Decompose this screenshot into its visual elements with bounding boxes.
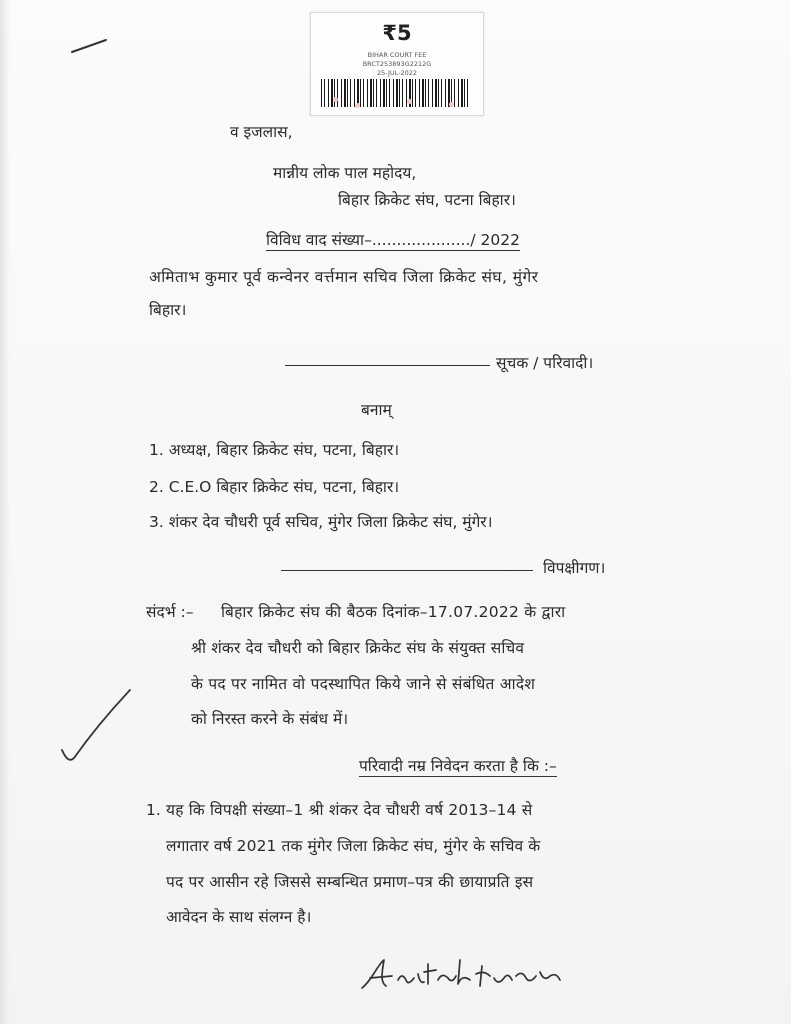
reference-line-2: श्री शंकर देव चौधरी को बिहार क्रिकेट संघ के संयुक्त सचिव xyxy=(191,639,525,657)
barcode-bar xyxy=(328,79,329,107)
barcode-bar xyxy=(386,79,387,107)
barcode-bar xyxy=(458,79,459,107)
reference-label: संदर्भ :– xyxy=(146,603,194,621)
versus-label: बनाम् xyxy=(361,401,392,419)
barcode-bar xyxy=(454,79,455,107)
barcode-bar xyxy=(321,79,322,107)
stamp-dot xyxy=(407,99,412,104)
barcode-bar xyxy=(445,79,446,107)
stamp-label: BIHAR COURT FEE xyxy=(367,51,427,59)
barcode-bar xyxy=(393,79,394,107)
case-number xyxy=(266,230,520,250)
barcode-bar xyxy=(347,79,348,107)
prayer-heading-text: परिवादी नम्र निवेदन करता है कि :– xyxy=(359,757,557,775)
barcode-bar xyxy=(337,79,338,107)
case-dots: .................... xyxy=(371,231,471,249)
complainant-role: सूचक / परिवादी। xyxy=(496,354,594,372)
salutation: व इजलास, xyxy=(230,123,293,141)
barcode-bar xyxy=(396,79,398,107)
addressee-org: बिहार क्रिकेट संघ, पटना बिहार। xyxy=(338,191,516,209)
barcode-bar xyxy=(432,79,433,107)
complainant-rule xyxy=(285,365,490,366)
barcode-bar xyxy=(324,79,325,107)
paragraph-line-2: लगातार वर्ष 2021 तक मुंगेर जिला क्रिकेट संघ, मुंगेर के सचिव के xyxy=(166,837,541,855)
reference-line-3: के पद पर नामित वो पदस्थापित किये जाने से संबंधित आदेश xyxy=(191,675,536,693)
stamp-code: BRCT253893G2212G xyxy=(362,60,432,68)
barcode-bar xyxy=(399,79,400,107)
case-year: / 2022 xyxy=(470,231,520,249)
stamp-date: 25-JUL-2022 xyxy=(376,69,418,77)
respondents-rule xyxy=(281,570,533,571)
respondent-item: 1. अध्यक्ष, बिहार क्रिकेट संघ, पटना, बिहार। xyxy=(149,441,400,459)
barcode-bar xyxy=(428,79,429,107)
stamp-dot xyxy=(333,97,338,102)
stamp-dot xyxy=(355,103,360,108)
barcode-bar xyxy=(370,79,372,107)
paragraph-line-3: पद पर आसीन रहे जिससे सम्बन्धित प्रमाण–पत्र की छायाप्रति इस xyxy=(166,873,534,891)
barcode-bar xyxy=(419,79,420,107)
paragraph-number: 1. xyxy=(146,801,161,819)
barcode-bar xyxy=(461,79,463,107)
barcode-bar xyxy=(344,79,346,107)
barcode-bar xyxy=(383,79,385,107)
barcode-bar xyxy=(341,79,342,107)
respondents-role: विपक्षीगण। xyxy=(543,559,606,577)
reference-line-1: बिहार क्रिकेट संघ की बैठक दिनांक–17.07.2022 के द्वारा xyxy=(221,603,566,621)
complainant-line-2: बिहार। xyxy=(149,301,187,319)
case-title: विविध वाद संख्या– xyxy=(266,231,372,249)
barcode-bar xyxy=(367,79,368,107)
respondent-item: 2. C.E.O बिहार क्रिकेट संघ, पटना, बिहार। xyxy=(149,478,400,496)
barcode-bar xyxy=(441,79,442,107)
prayer-heading xyxy=(359,756,557,776)
barcode-bar xyxy=(389,79,390,107)
pen-tick-mark xyxy=(58,684,134,774)
barcode-bar xyxy=(422,79,424,107)
barcode-bar xyxy=(425,79,426,107)
barcode-bar xyxy=(363,79,364,107)
barcode-bar xyxy=(350,79,351,107)
stamp-amount: ₹5 xyxy=(382,21,412,45)
scan-edge xyxy=(0,0,10,1024)
barcode-bar xyxy=(331,79,333,107)
barcode-bar xyxy=(438,79,439,107)
barcode-bar xyxy=(360,79,361,107)
barcode-bar xyxy=(376,79,377,107)
barcode-bar xyxy=(415,79,416,107)
barcode-bar xyxy=(435,79,437,107)
barcode-bar xyxy=(412,79,413,107)
paragraph-line-4: आवेदन के साथ संलग्न है। xyxy=(166,908,312,926)
addressee: मान्नीय लोक पाल महोदय, xyxy=(273,164,417,182)
barcode-bar xyxy=(373,79,374,107)
barcode-bar xyxy=(402,79,403,107)
complainant-line-1: अमिताभ कुमार पूर्व कन्वेनर वर्त्तमान सचिव जिला क्रिकेट संघ, मुंगेर xyxy=(149,268,539,286)
barcode-bar xyxy=(380,79,381,107)
reference-line-4: को निरस्त करने के संबंध में। xyxy=(191,710,349,728)
paragraph-line-1: यह कि विपक्षी संख्या–1 श्री शंकर देव चौधरी वर्ष 2013–14 से xyxy=(166,801,533,819)
barcode-bar xyxy=(467,79,468,107)
signature xyxy=(358,950,568,1000)
respondent-item: 3. शंकर देव चौधरी पूर्व सचिव, मुंगेर जिला क्रिकेट संघ, मुंगेर। xyxy=(149,513,493,531)
court-fee-stamp xyxy=(310,12,484,116)
pen-mark-top xyxy=(70,36,110,56)
barcode-bar xyxy=(334,79,335,107)
barcode-bar xyxy=(464,79,465,107)
stamp-dot xyxy=(449,102,454,107)
